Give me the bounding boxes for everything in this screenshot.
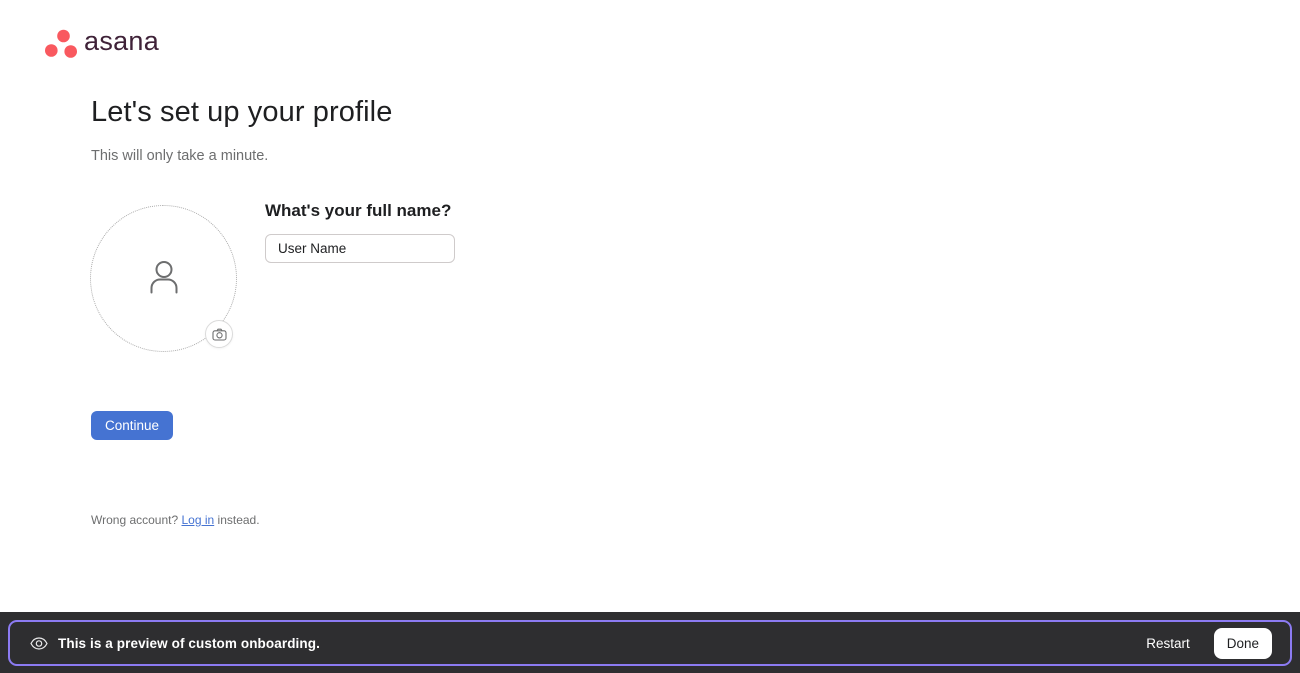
camera-icon [212, 328, 227, 341]
preview-actions [1146, 628, 1272, 659]
full-name-input[interactable] [265, 234, 455, 263]
full-name-label: What's your full name? [265, 201, 452, 220]
asana-wordmark: asana [84, 25, 160, 56]
upload-photo-button[interactable] [205, 320, 233, 348]
wrong-account-prefix: Wrong account? [91, 513, 182, 527]
continue-button[interactable]: Continue [91, 411, 173, 440]
page-title: Let's set up your profile [91, 96, 393, 128]
preview-message-group [30, 636, 320, 651]
name-field-group [265, 201, 455, 263]
restart-button[interactable]: Restart [1146, 635, 1190, 651]
asana-logo [44, 26, 159, 59]
asana-logomark-icon [44, 26, 77, 59]
page-subtitle: This will only take a minute. [91, 148, 269, 164]
preview-frame [8, 620, 1292, 666]
done-button[interactable]: Done [1214, 628, 1272, 659]
avatar-upload-area[interactable] [90, 205, 237, 352]
wrong-account-suffix: instead. [214, 513, 260, 527]
wrong-account-text [91, 513, 260, 527]
eye-icon [30, 637, 48, 650]
profile-setup-row [90, 201, 455, 352]
person-icon [141, 256, 187, 302]
log-in-link[interactable]: Log in [181, 513, 215, 527]
preview-message: This is a preview of custom onboarding. [58, 635, 320, 651]
preview-bottom-bar [0, 612, 1300, 673]
